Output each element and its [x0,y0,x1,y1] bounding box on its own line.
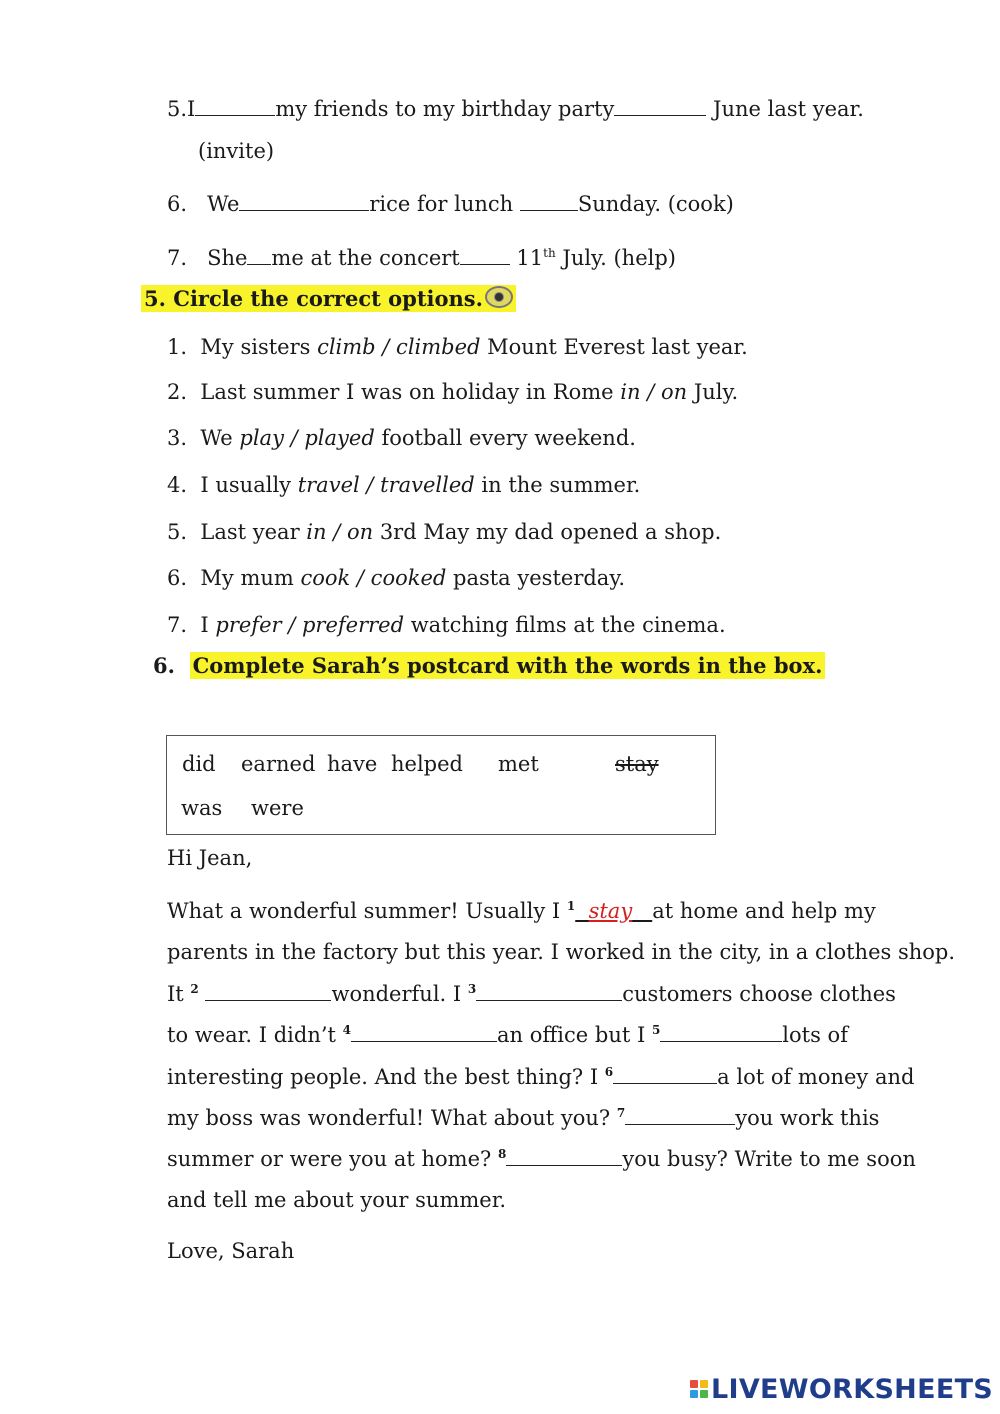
item-text: 11 [509,246,544,270]
section-number: 6. [153,653,175,678]
word-box-item: helped [391,752,463,776]
answer-blank[interactable] [247,246,271,265]
item-number: 4. [167,473,188,497]
postcard-text: It [167,982,191,1006]
liveworksheets-logo[interactable] [690,1373,993,1405]
item-number: 2. [167,380,188,404]
circle-option-item [167,520,721,545]
circle-option-item [167,380,738,405]
item-text: 3rd May my dad opened a shop. [373,520,722,544]
section-heading-text: 5. Circle the correct options. [144,286,483,311]
logo-square [690,1390,698,1398]
item-text: July. (help) [555,246,676,270]
postcard-text: interesting people. And the best thing? I [167,1065,605,1089]
section-6-heading [153,652,825,679]
item-text: She [207,246,248,270]
circle-option-item [167,335,748,360]
ordinal-suffix: th [543,246,556,260]
postcard-text: a lot of money and [717,1065,915,1089]
item-text: rice for lunch [369,192,520,216]
item-text: My sisters [200,335,318,359]
item-text: me at the concert [271,246,460,270]
postcard-line-4 [167,1023,848,1048]
logo-square [690,1380,698,1388]
circle-options[interactable]: play / played [239,426,375,450]
postcard-line-1 [167,899,876,924]
postcard-line-3 [167,982,896,1007]
item-text: in the summer. [474,473,641,497]
circle-options[interactable]: climb / climbed [317,335,481,359]
example-answer-text: stay [588,899,633,923]
answer-blank[interactable] [195,97,275,116]
item-text: football every weekend. [374,426,636,450]
answer-blank[interactable] [460,246,510,265]
answer-blank[interactable] [614,97,706,116]
logo-text: LIVEWORKSHEETS [711,1373,994,1405]
logo-mark-icon [690,1380,708,1398]
item-text: pasta yesterday. [446,566,626,590]
postcard-text: lots of [782,1023,848,1047]
logo-square [700,1390,708,1398]
postcard-text: What a wonderful summer! Usually I [167,899,567,923]
item-text: I [200,613,216,637]
circle-options[interactable]: in / on [620,380,688,404]
answer-blank[interactable] [520,192,578,211]
item-text: watching films at the cinema. [404,613,726,637]
postcard-text: an office but I [497,1023,652,1047]
circle-option-item [167,426,636,451]
section-5-heading [141,285,516,312]
answer-blank-6[interactable] [613,1065,717,1084]
circle-options[interactable]: in / on [306,520,374,544]
word-box [166,735,716,835]
item-text: I usually [200,473,298,497]
gap-number: 8 [497,1147,507,1161]
item-text: We [207,192,240,216]
item-text: my friends to my birthday party [275,97,615,121]
gap-number: 2 [190,982,199,996]
circle-option-item [167,613,726,638]
postcard-signoff: Love, Sarah [167,1239,295,1263]
circle-options[interactable]: travel / travelled [297,473,475,497]
answer-blank-5[interactable] [660,1023,782,1042]
item-number: 5. [167,520,188,544]
exercise-item-6 [167,192,734,217]
postcard-text: customers choose clothes [622,982,896,1006]
word-box-item: did [182,752,216,776]
exercise-item-5 [167,97,864,122]
answer-blank-8[interactable] [506,1147,622,1166]
answer-blank-4[interactable] [351,1023,497,1042]
word-box-item: have [327,752,378,776]
item-text: Last summer I was on holiday in Rome [200,380,621,404]
answer-blank-7[interactable] [625,1106,735,1125]
word-box-item: earned [241,752,316,776]
postcard-text: at home and help my [652,899,876,923]
gap-number: 5 [651,1023,661,1037]
postcard-text: summer or were you at home? [167,1147,498,1171]
item-text: Mount Everest last year. [480,335,748,359]
item-number: 7. [167,613,188,637]
item-number: 6. [167,566,188,590]
postcard-text: my boss was wonderful! What about you? [167,1106,617,1130]
postcard-line-5 [167,1065,914,1090]
circle-option-item [167,566,625,591]
circle-options[interactable]: prefer / preferred [215,613,405,637]
postcard-line-6 [167,1106,879,1131]
postcard-greeting: Hi Jean, [167,846,253,870]
gap-number: 3 [467,982,477,996]
item-text: June last year. [706,97,864,121]
exercise-item-5-hint: (invite) [198,139,275,163]
answer-blank-2[interactable] [205,982,331,1001]
item-text: Last year [200,520,307,544]
answer-blank[interactable] [239,192,369,211]
gap-number: 1 [566,899,576,913]
word-box-item: were [251,796,304,820]
section-heading-text: Complete Sarah’s postcard with the words in the box. [190,652,826,679]
postcard-text: you busy? Write to me soon [622,1147,916,1171]
circle-options[interactable]: cook / cooked [300,566,447,590]
word-box-item: was [181,796,223,820]
postcard-line-2: parents in the factory but this year. I worked in the city, in a clothes shop. [167,940,956,964]
word-box-item-used: stay [615,752,659,776]
gap-number: 7 [616,1106,626,1120]
eye-icon [485,286,513,308]
exercise-item-7 [167,246,676,271]
gap-number: 4 [342,1023,352,1037]
item-text: July. [687,380,739,404]
item-text: My mum [200,566,301,590]
postcard-line-7 [167,1147,916,1172]
item-number: 3. [167,426,188,450]
circle-option-item [167,473,640,498]
postcard-text: wonderful. I [331,982,468,1006]
logo-square [700,1380,708,1388]
item-text: 5.I [167,97,196,121]
gap-number: 6 [604,1065,614,1079]
item-text: We [200,426,240,450]
postcard-text: you work this [735,1106,880,1130]
item-number: 6. [167,192,188,216]
item-number: 7. [167,246,188,270]
item-number: 1. [167,335,188,359]
item-text: Sunday. (cook) [577,192,734,216]
postcard-text: to wear. I didn’t [167,1023,343,1047]
answer-blank-3[interactable] [476,982,622,1001]
postcard-line-8: and tell me about your summer. [167,1188,507,1212]
word-box-item: met [498,752,539,776]
example-answer [575,899,652,923]
